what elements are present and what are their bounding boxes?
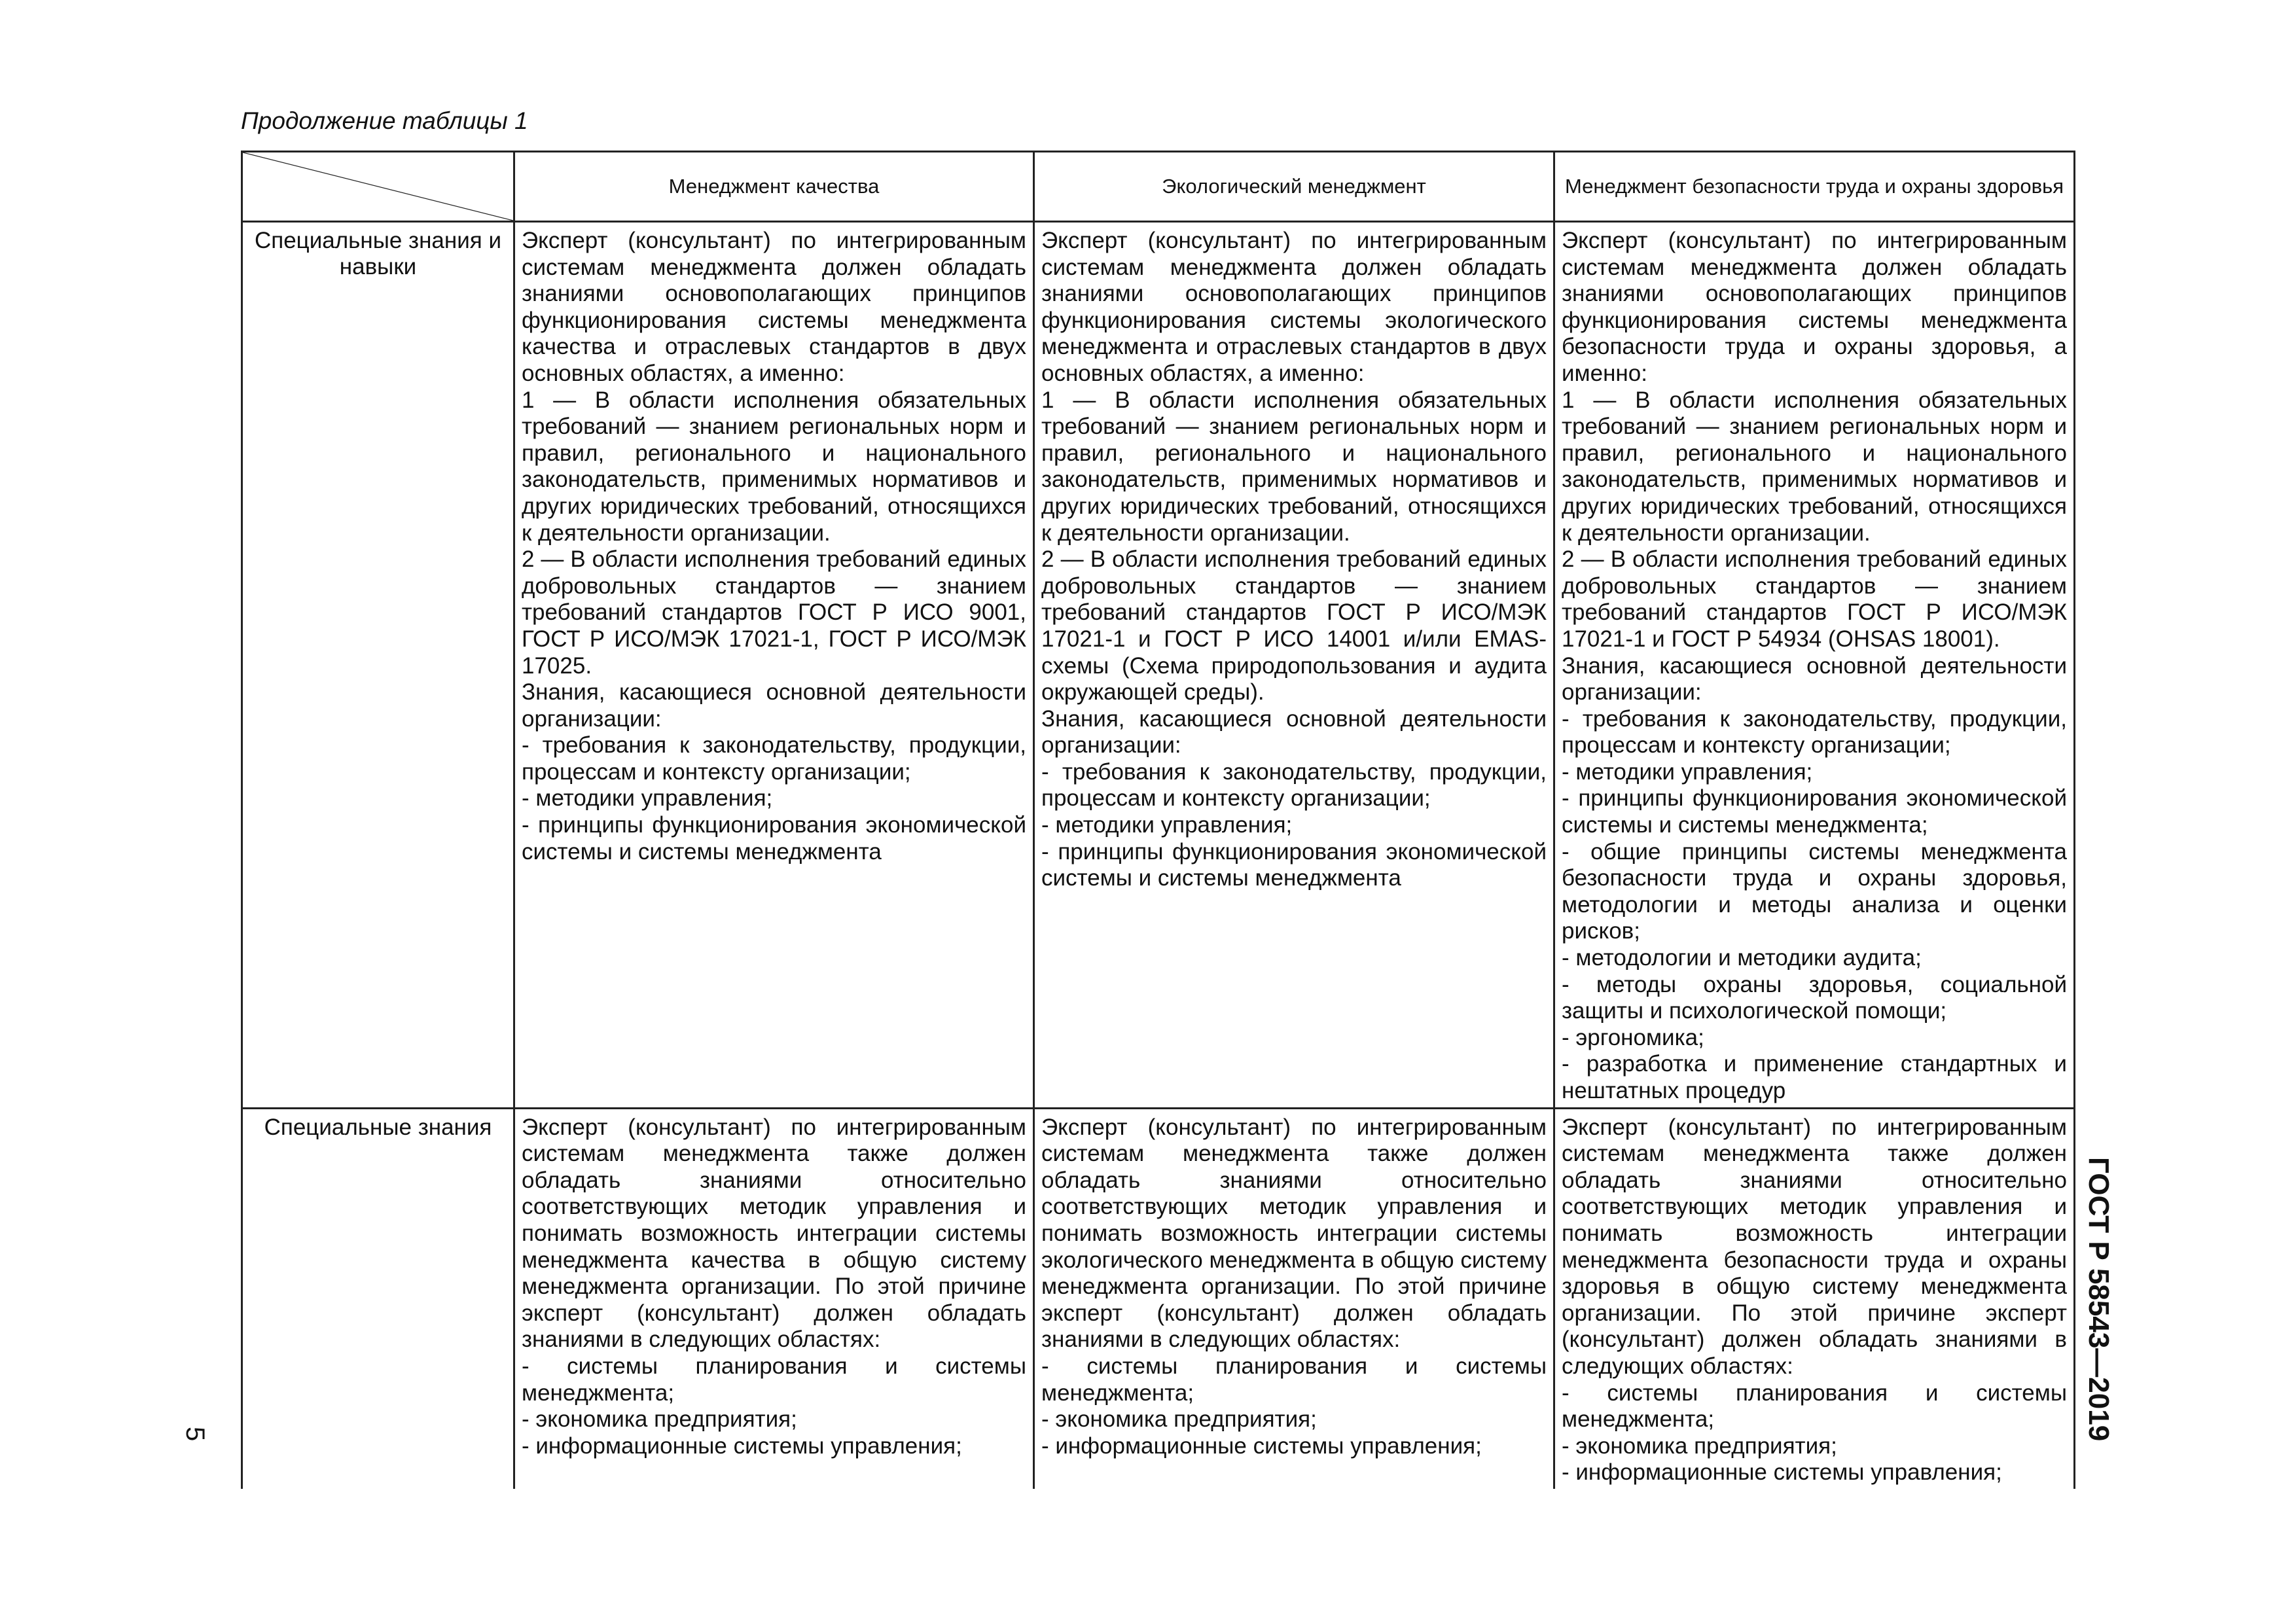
- cell-paragraph: - методологии и методики аудита;: [1562, 945, 1922, 971]
- cell-paragraph: - системы планирования и системы менеджмента;: [1041, 1353, 1547, 1406]
- cell-paragraph: - разработка и применение стандартных и нештатных процедур: [1562, 1051, 2067, 1103]
- cell-paragraph: - экономика предприятия;: [1041, 1406, 1317, 1433]
- row-label: Специальные знания: [242, 1108, 514, 1489]
- cell-paragraph: - требования к законодательству, продукции, процессам и контексту организации;: [1041, 758, 1547, 812]
- cell-paragraph: - принципы функционирования экономической системы и системы менеджмента: [1041, 838, 1547, 891]
- cell-paragraph: Эксперт (консультант) по интегрированным системам менеджмента должен обладать знаниями основополагающих принципов функционирования системы менеджмента качества и отраслевых стандартов в двух основных областях, а именно:: [522, 228, 1026, 386]
- cell-paragraph: Эксперт (консультант) по интегрированным системам менеджмента должен обладать знаниями основополагающих принципов функционирования системы экологического менеджмента и отраслевых стандартов в двух основных областях, а именно:: [1041, 228, 1547, 386]
- table-caption: Продолжение таблицы 1: [241, 107, 528, 134]
- cell-paragraph: 1 — В области исполнения обязательных требований — знанием региональных норм и правил, регионального и национального законодательств, применимых нормативов и других юридических требований, относящихся к деятельности организации.: [1041, 387, 1547, 546]
- cell-paragraph: - экономика предприятия;: [522, 1406, 797, 1433]
- cell-paragraph: - методики управления;: [1562, 758, 1813, 785]
- cell-paragraph: Эксперт (консультант) по интегрированным системам менеджмента также должен обладать знаниями относительно соответствующих методик управления и понимать возможность интеграции системы экологического менеджмента в общую систему менеджмента организации. По этой причине эксперт (консультант) должен обладать знаниями в следующих областях:: [1041, 1114, 1547, 1353]
- cell-paragraph: - принципы функционирования экономической системы и системы менеджмента;: [1562, 785, 2067, 838]
- cell-paragraph: - методики управления;: [522, 785, 773, 812]
- cell-paragraph: - информационные системы управления;: [522, 1433, 962, 1459]
- cell-paragraph: - методики управления;: [1041, 812, 1293, 838]
- cell-paragraph: 2 — В области исполнения требований единых добровольных стандартов — знанием требований стандартов ГОСТ Р ИСО/МЭК 17021-1 и ГОСТ Р ИСО 14001 и/или EMAS-схемы (Схема природопользования и аудита окружающей среды).: [1041, 546, 1547, 705]
- cell-paragraph: Знания, касающиеся основной деятельности организации:: [522, 679, 1026, 732]
- cell-paragraph: 1 — В области исполнения обязательных требований — знанием региональных норм и правил, регионального и национального законодательств, применимых нормативов и других юридических требований, относящихся к деятельности организации.: [1562, 387, 2067, 546]
- header-occupational-safety-management: Менеджмент безопасности труда и охраны здоровья: [1554, 152, 2075, 222]
- page-number: 5: [181, 1427, 209, 1442]
- cell-paragraph: 2 — В области исполнения требований единых добровольных стандартов — знанием требований стандартов ГОСТ Р ИСО/МЭК 17021-1 и ГОСТ Р 54934 (OHSAS 18001).: [1562, 546, 2067, 652]
- row-label: Специальные знания и навыки: [242, 222, 514, 1109]
- cell-paragraph: Знания, касающиеся основной деятельности организации:: [1562, 652, 2067, 705]
- cell-paragraph: Эксперт (консультант) по интегрированным системам менеджмента также должен обладать знаниями относительно соответствующих методик управления и понимать возможность интеграции менеджмента безопасности труда и охраны здоровья в общую систему менеджмента организации. По этой причине эксперт (консультант) должен обладать знаниями в следующих областях:: [1562, 1114, 2067, 1379]
- cell-paragraph: Знания, касающиеся основной деятельности организации:: [1041, 705, 1547, 758]
- cell-paragraph: 1 — В области исполнения обязательных требований — знанием региональных норм и правил, регионального и национального законодательств, применимых нормативов и других юридических требований, относящихся к деятельности организации.: [522, 387, 1026, 546]
- cell-paragraph: - принципы функционирования экономической системы и системы менеджмента: [522, 812, 1026, 865]
- table-row: [242, 222, 2075, 1109]
- cell-environmental: [1034, 1108, 1554, 1489]
- diagonal-divider: [243, 152, 513, 221]
- cell-paragraph: Эксперт (консультант) по интегрированным системам менеджмента также должен обладать знаниями относительно соответствующих методик управления и понимать возможность интеграции системы менеджмента качества в общую систему менеджмента организации. По этой причине эксперт (консультант) должен обладать знаниями в следующих областях:: [522, 1114, 1026, 1353]
- cell-paragraph: - системы планирования и системы менеджмента;: [522, 1353, 1026, 1406]
- header-corner-cell: [242, 152, 514, 222]
- cell-paragraph: 2 — В области исполнения требований единых добровольных стандартов — знанием требований стандартов ГОСТ Р ИСО 9001, ГОСТ Р ИСО/МЭК 17021-1, ГОСТ Р ИСО/МЭК 17025.: [522, 546, 1026, 679]
- cell-safety: [1554, 222, 2075, 1109]
- competence-table: [241, 151, 2075, 1489]
- cell-paragraph: - экономика предприятия;: [1562, 1433, 1837, 1459]
- table-row: [242, 1108, 2075, 1489]
- cell-paragraph: Эксперт (консультант) по интегрированным системам менеджмента должен обладать знаниями основополагающих принципов функционирования системы менеджмента безопасности труда и охраны здоровья, а именно:: [1562, 228, 2067, 386]
- standard-code: ГОСТ Р 58543—2019: [2083, 1157, 2115, 1442]
- cell-paragraph: - требования к законодательству, продукции, процессам и контексту организации;: [522, 732, 1026, 785]
- table-header-row: [242, 152, 2075, 222]
- cell-paragraph: - эргономика;: [1562, 1024, 1704, 1050]
- cell-paragraph: - общие принципы системы менеджмента безопасности труда и охраны здоровья, методологии и методы анализа и оценки рисков;: [1562, 838, 2067, 944]
- cell-safety: [1554, 1108, 2075, 1489]
- cell-paragraph: - информационные системы управления;: [1562, 1459, 2002, 1486]
- cell-paragraph: - требования к законодательству, продукции, процессам и контексту организации;: [1562, 705, 2067, 758]
- header-environmental-management: Экологический менеджмент: [1034, 152, 1554, 222]
- cell-quality: [514, 1108, 1034, 1489]
- cell-quality: [514, 222, 1034, 1109]
- cell-environmental: [1034, 222, 1554, 1109]
- header-quality-management: Менеджмент качества: [514, 152, 1034, 222]
- cell-paragraph: - информационные системы управления;: [1041, 1433, 1482, 1459]
- cell-paragraph: - системы планирования и системы менеджмента;: [1562, 1380, 2067, 1433]
- cell-paragraph: - методы охраны здоровья, социальной защиты и психологической помощи;: [1562, 971, 2067, 1024]
